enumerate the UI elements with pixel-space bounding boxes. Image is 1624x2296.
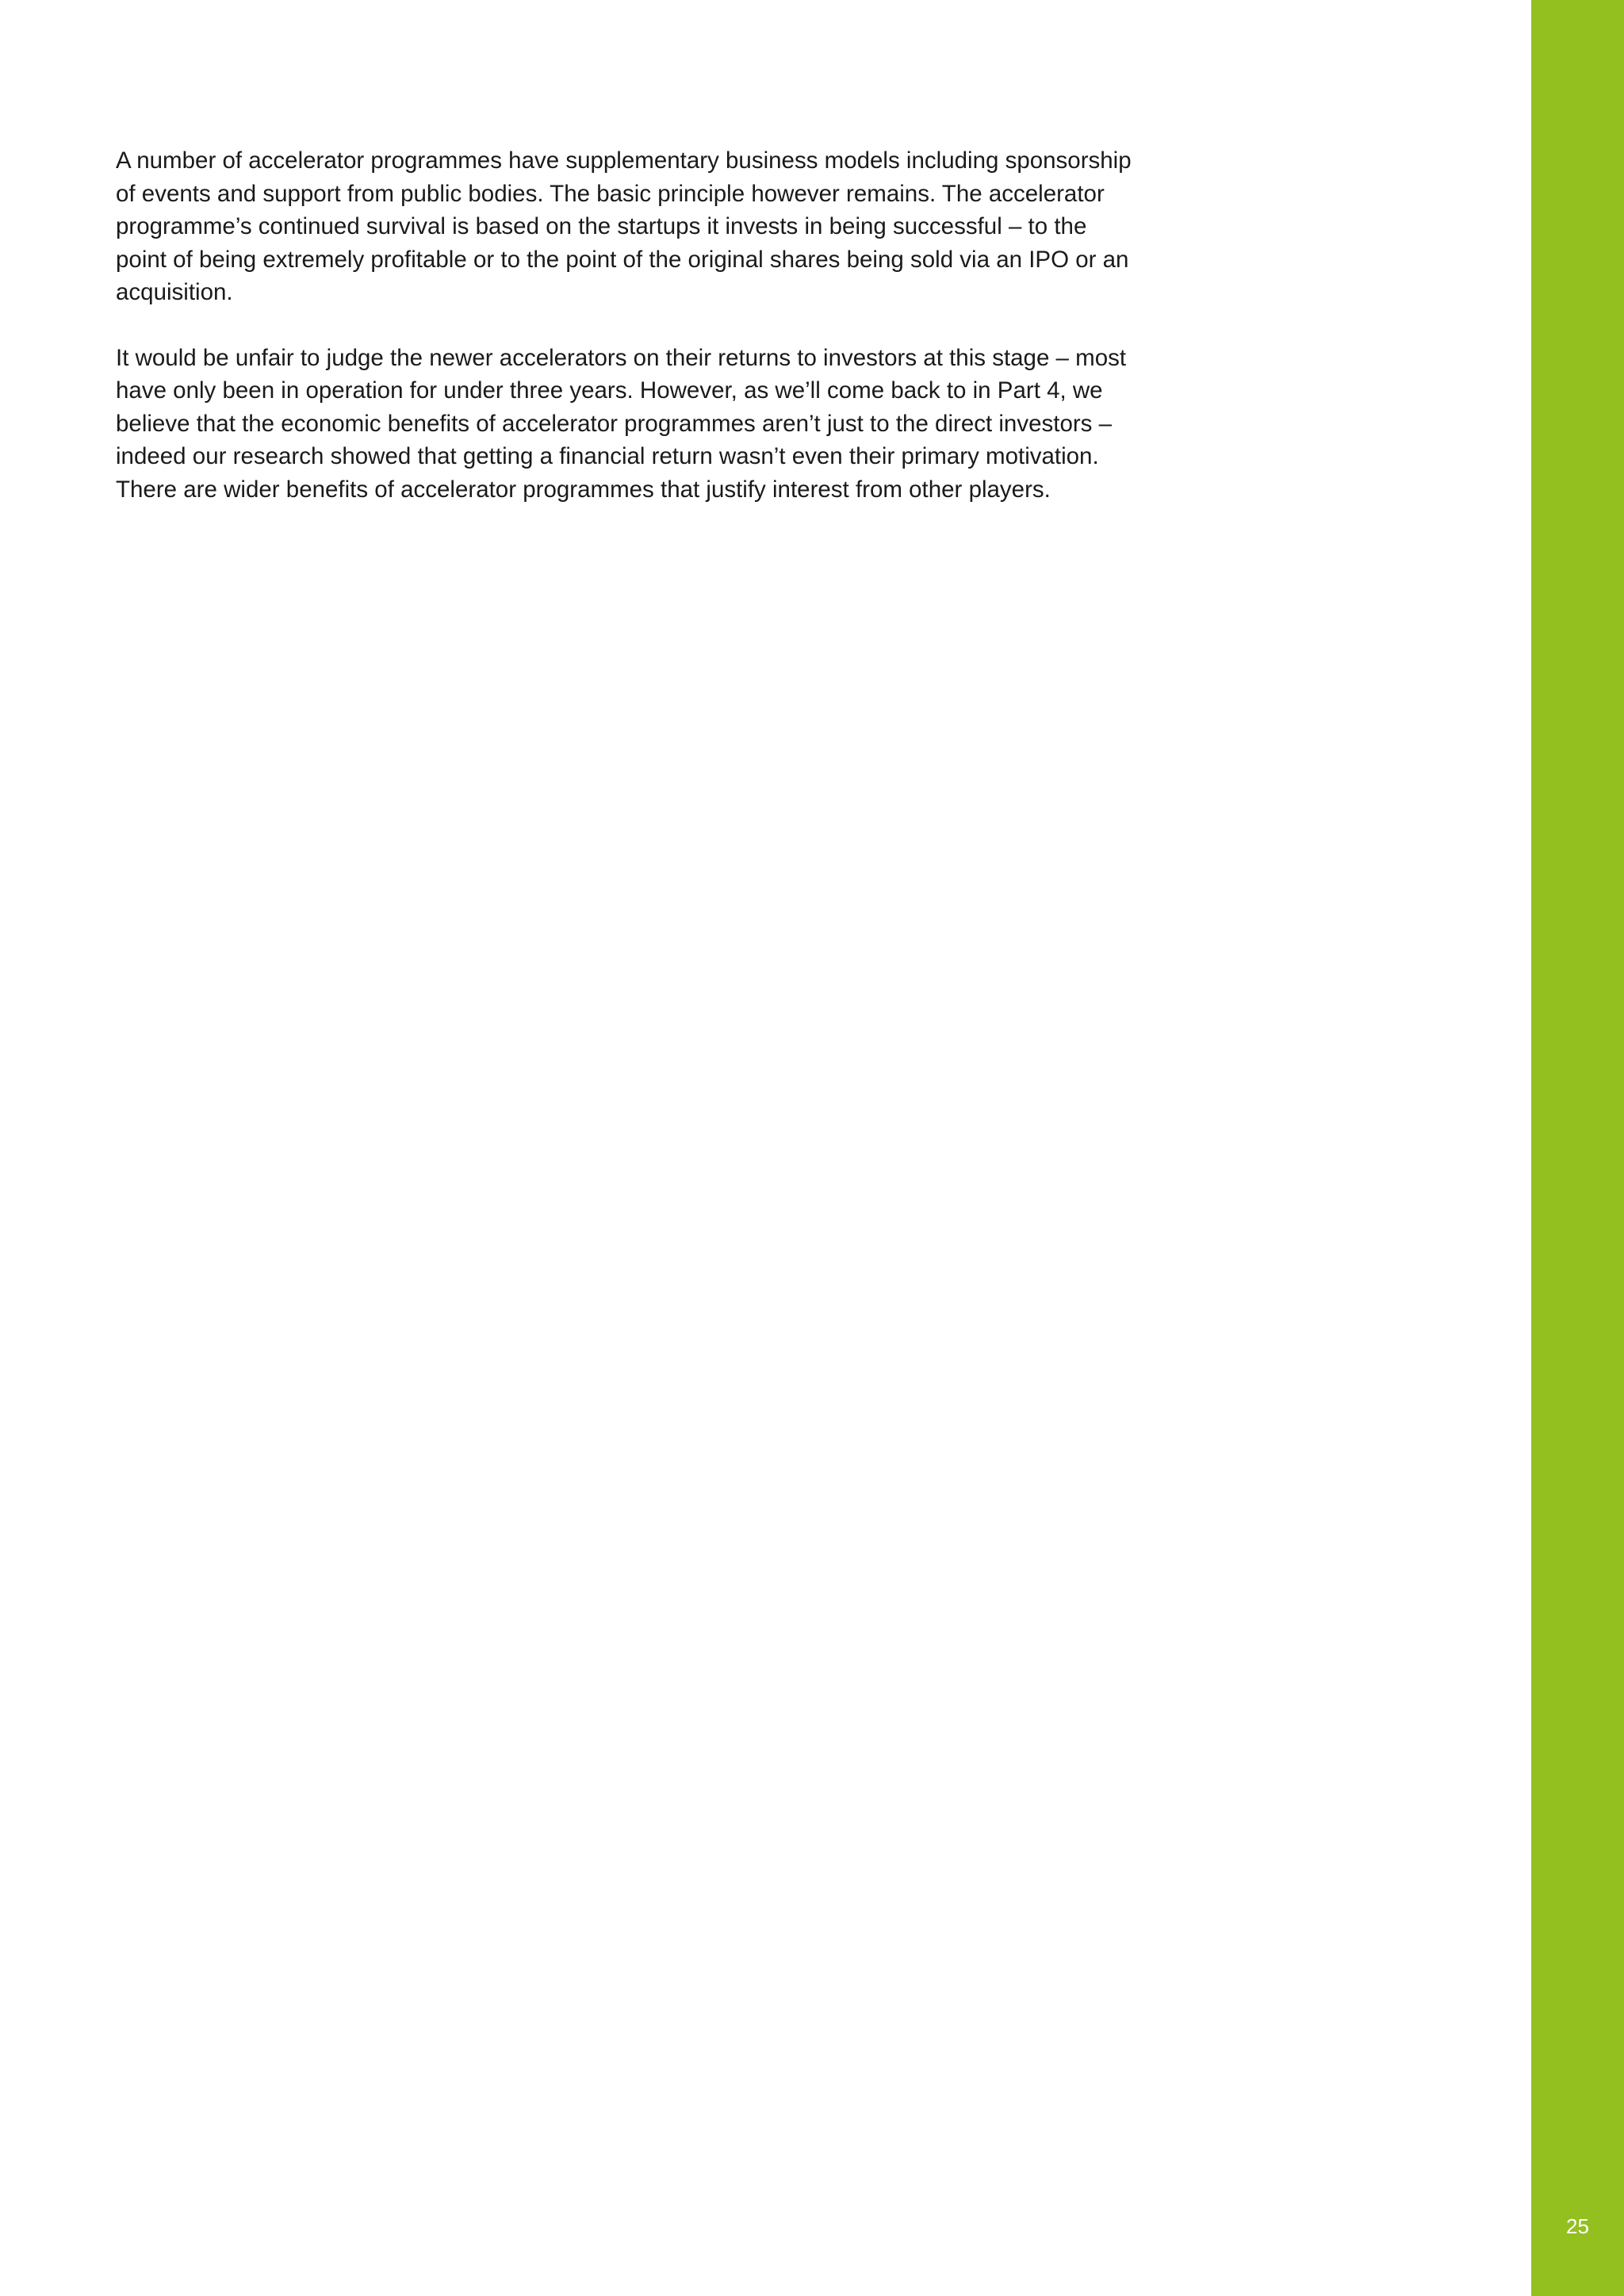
paragraph-line: point of being extremely profitable or to the point of the original shares being sold via an IPO or an (116, 246, 1129, 273)
paragraph-line: acquisition. (116, 279, 233, 305)
paragraph-line: indeed our research showed that getting a financial return wasn’t even their primary motivation. (116, 443, 1099, 469)
paragraph-2 (116, 342, 1194, 507)
paragraph-line: A number of accelerator programmes have supplementary business models including sponsorship (116, 147, 1132, 174)
paragraph-line: There are wider benefits of accelerator programmes that justify interest from other players. (116, 476, 1051, 503)
paragraph-line: of events and support from public bodies. The basic principle however remains. The accelerator (116, 180, 1105, 207)
green-side-band (1531, 0, 1624, 2296)
paragraph-line: programme’s continued survival is based on the startups it invests in being successful – to the (116, 213, 1087, 239)
paragraph-line: have only been in operation for under three years. However, as we’ll come back to in Part 4, we (116, 377, 1103, 404)
paragraph-line: It would be unfair to judge the newer accelerators on their returns to investors at this stage – most (116, 344, 1127, 371)
paragraph-line: believe that the economic benefits of accelerator programmes aren’t just to the direct investors – (116, 410, 1113, 437)
page-number: 25 (1566, 2214, 1589, 2238)
paragraph-1 (116, 144, 1194, 309)
body-text (116, 144, 1194, 538)
